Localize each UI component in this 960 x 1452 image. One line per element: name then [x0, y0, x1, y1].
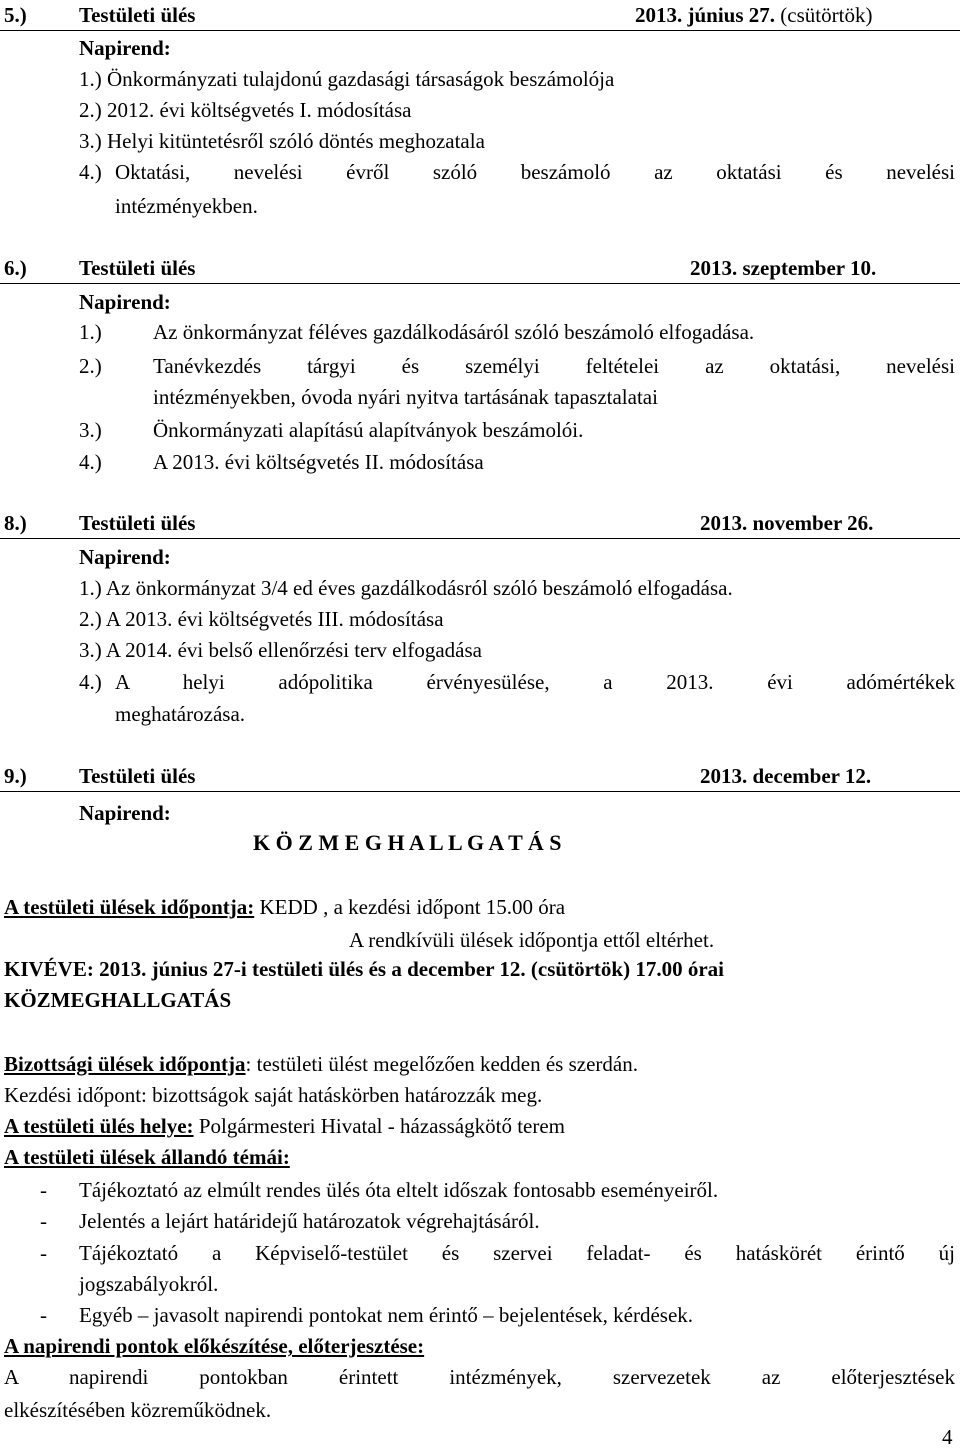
s9-date: 2013. december 12. [700, 764, 872, 788]
page-number: 4 [942, 1425, 953, 1449]
s6-item-3-text: Önkormányzati alapítású alapítványok beszámolói. [153, 418, 584, 442]
s5-date: 2013. június 27. [635, 3, 776, 27]
s6-napirend: Napirend: [79, 290, 171, 314]
s5-date-line [635, 3, 872, 27]
s8-date: 2013. november 26. [700, 511, 874, 535]
info-kezdesi: Kezdési időpont: bizottságok saját hatáskörben határozzák meg. [4, 1083, 543, 1107]
info-biz-value: : testületi ülést megelőzően kedden és szerdán. [245, 1052, 638, 1076]
info-kiveve: KIVÉVE: 2013. június 27-i testületi ülés és a december 12. (csütörtök) 17.00 órai [4, 957, 724, 981]
s5-item-4-text: Oktatási, nevelési évről szóló beszámoló az oktatási és nevelési [115, 160, 955, 184]
s8-item-2: 2.) A 2013. évi költségvetés III. módosítása [79, 607, 444, 631]
tema-1-text: Tájékoztató az elmúlt rendes ülés óta eltelt időszak fontosabb eseményeiről. [79, 1178, 719, 1202]
tema-4-dash: - [40, 1303, 47, 1327]
info-time-value: KEDD , a kezdési időpont 15.00 óra [254, 895, 566, 919]
s6-item-2-text-cont: intézményekben, óvoda nyári nyitva tartásának tapasztalatai [153, 385, 658, 409]
s5-item-4-text-cont: intézményekben. [115, 194, 258, 218]
s6-number: 6.) [4, 256, 27, 280]
tema-2-text: Jelentés a lejárt határidejű határozatok végrehajtásáról. [79, 1209, 540, 1233]
s8-item-4-text-cont: meghatározása. [115, 702, 246, 726]
s5-rule [0, 30, 960, 31]
s8-item-4-num: 4.) [79, 670, 102, 694]
tema-3-dash: - [40, 1241, 47, 1265]
s5-number: 5.) [4, 3, 27, 27]
s9-rule [0, 791, 960, 792]
tema-3-text: Tájékoztató a Képviselő-testület és szervei feladat- és hatáskörét érintő új [79, 1241, 955, 1265]
s8-item-4-text: A helyi adópolitika érvényesülése, a 2013. évi adómértékek [115, 670, 955, 694]
tema-3-text-cont: jogszabályokról. [79, 1272, 219, 1296]
s6-item-4-num: 4.) [79, 450, 102, 474]
s5-item-2: 2.) 2012. évi költségvetés I. módosítása [79, 98, 412, 122]
s6-item-1-num: 1.) [79, 320, 102, 344]
s6-title: Testületi ülés [79, 256, 196, 280]
s5-napirend: Napirend: [79, 36, 171, 60]
info-elok-line2: elkészítésében közreműködnek. [4, 1398, 272, 1422]
info-biz-line [4, 1052, 638, 1076]
info-time-line [4, 895, 565, 919]
s5-day: (csütörtök) [780, 3, 873, 27]
info-temak-label: A testületi ülések állandó témái: [4, 1145, 290, 1169]
tema-2-dash: - [40, 1209, 47, 1233]
info-elok-line1: A napirendi pontokban érintett intézmények, szervezetek az előterjesztések [4, 1365, 955, 1389]
info-elok-label: A napirendi pontok előkészítése, előterjesztése: [4, 1334, 425, 1358]
info-hely-value: Polgármesteri Hivatal - házasságkötő terem [193, 1114, 566, 1138]
s9-kozmeghallgatas: K Ö Z M E G H A L L G A T Á S [253, 830, 562, 855]
s6-item-4-text: A 2013. évi költségvetés II. módosítása [153, 450, 484, 474]
info-hely-line [4, 1114, 565, 1138]
s6-item-2-num: 2.) [79, 354, 102, 378]
s8-number: 8.) [4, 511, 27, 535]
info-biz-label: Bizottsági ülések időpontja [4, 1052, 246, 1076]
s6-date: 2013. szeptember 10. [690, 256, 877, 280]
s9-number: 9.) [4, 764, 27, 788]
s5-item-3: 3.) Helyi kitüntetésről szóló döntés meghozatala [79, 129, 485, 153]
tema-4-text: Egyéb – javasolt napirendi pontokat nem érintő – bejelentések, kérdések. [79, 1303, 694, 1327]
s8-item-3: 3.) A 2014. évi belső ellenőrzési terv elfogadása [79, 638, 482, 662]
s6-item-3-num: 3.) [79, 418, 102, 442]
tema-1-dash: - [40, 1178, 47, 1202]
s5-item-1: 1.) Önkormányzati tulajdonú gazdasági társaságok beszámolója [79, 67, 615, 91]
s8-napirend: Napirend: [79, 545, 171, 569]
s8-rule [0, 538, 960, 539]
info-time-note: A rendkívüli ülések időpontja ettől eltérhet. [349, 928, 715, 952]
info-hely-label: A testületi ülés helye: [4, 1114, 194, 1138]
s9-napirend: Napirend: [79, 801, 171, 825]
info-time-label: A testületi ülések időpontja: [4, 895, 255, 919]
s8-title: Testületi ülés [79, 511, 196, 535]
s6-item-2-text: Tanévkezdés tárgyi és személyi feltételei az oktatási, nevelési [153, 354, 955, 378]
s6-item-1-text: Az önkormányzat féléves gazdálkodásáról szóló beszámoló elfogadása. [153, 320, 755, 344]
s5-title: Testületi ülés [79, 3, 196, 27]
s8-item-1: 1.) Az önkormányzat 3/4 ed éves gazdálkodásról szóló beszámoló elfogadása. [79, 576, 733, 600]
s5-item-4-num: 4.) [79, 160, 102, 184]
info-kozmeghallgatas: KÖZMEGHALLGATÁS [4, 988, 232, 1012]
s6-rule [0, 283, 960, 284]
s9-title: Testületi ülés [79, 764, 196, 788]
